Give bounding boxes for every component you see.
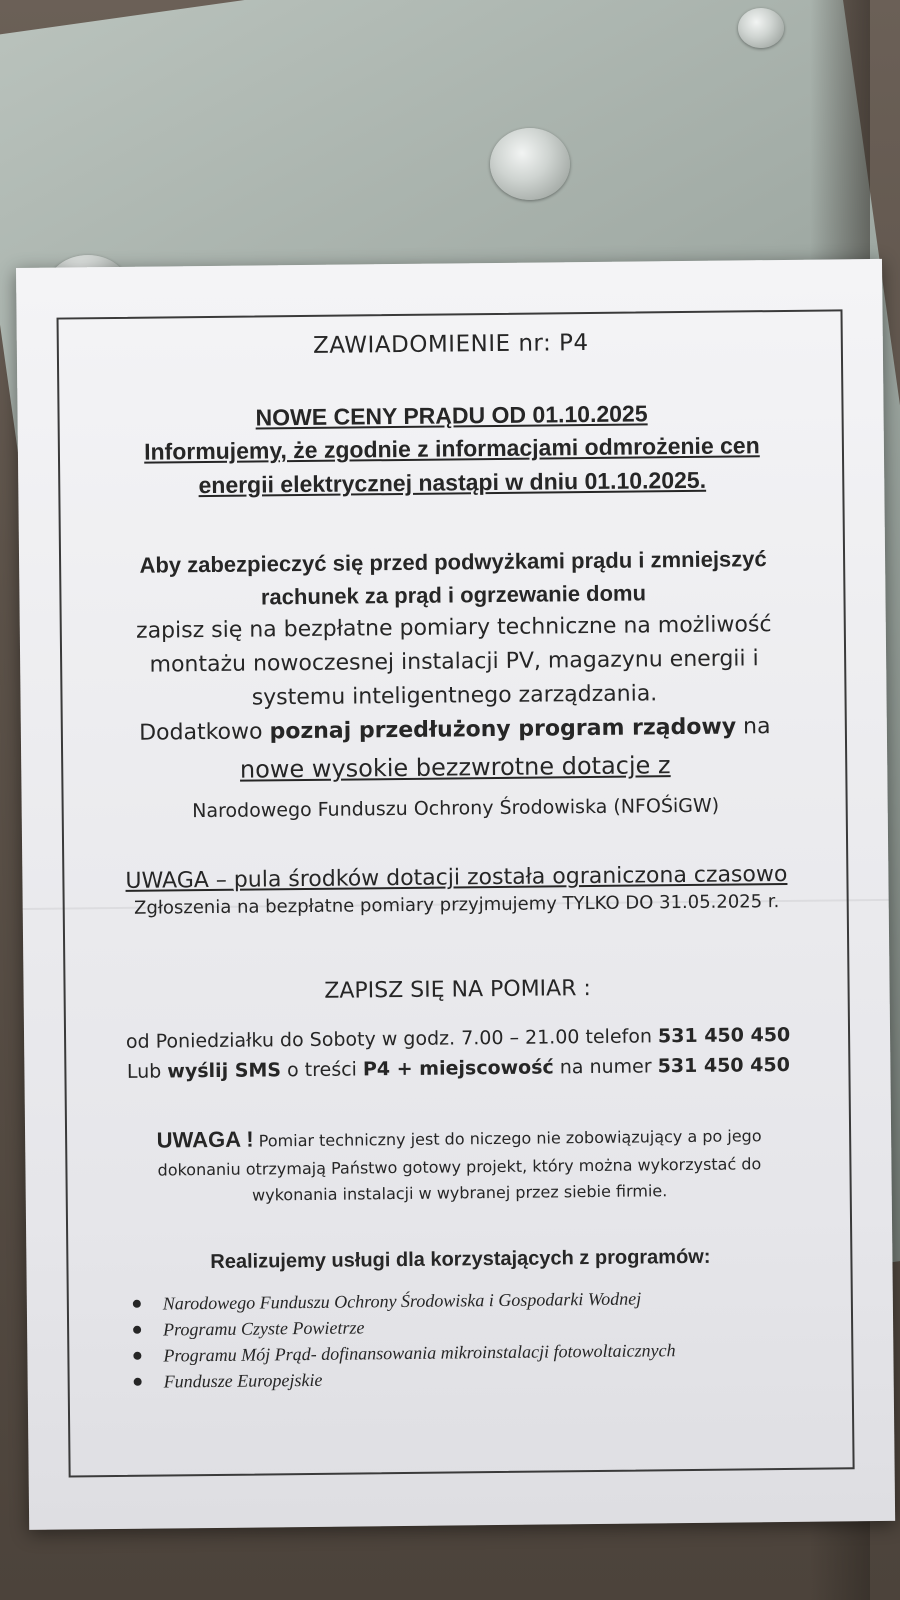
bullet-icon [134,1378,142,1386]
sms-bold: wyślij SMS [167,1059,282,1083]
warning-2-label: UWAGA ! [156,1126,254,1153]
extra-prefix: Dodatkowo [139,719,270,747]
fund-line: Narodowego Funduszu Ochrony Środowiska (NFOŚiGW) [192,795,720,823]
phone-number: 531 450 450 [657,1024,791,1048]
program-label: Narodowego Funduszu Ochrony Środowiska i Gospodarki Wodnej [162,1288,642,1314]
protect-line-1: Aby zabezpieczyć się przed podwyżkami prądu i zmniejszyć [139,546,767,578]
flyer-content [67,321,846,1395]
bullet-icon [133,1299,141,1307]
program-label: Programu Czyste Powietrze [163,1317,365,1340]
warning-2-line-2: dokonaniu otrzymają Państwo gotowy projekt, który można wykorzystać do [157,1154,762,1181]
info-line-2: energii elektrycznej nastąpi w dniu 01.10.2025. [198,466,707,498]
warning-2-line-3: wykonania instalacji w wybranej przez siebie firmie. [252,1181,668,1205]
flyer-paper [16,259,895,1530]
warning-free-measurement [75,1116,844,1210]
signup-heading: ZAPISZ SIĘ NA POMIAR : [324,976,591,1005]
body-line-3: systemu inteligentnego zarządzania. [251,681,658,711]
measurement-paragraph [70,607,839,751]
program-label: Programu Mój Prąd- dofinansowania mikroinstalacji fotowoltaicznych [163,1339,676,1366]
sms-code: P4 + miejscowość [362,1056,554,1081]
extra-bold: poznaj przedłużony program rządowy [269,714,737,745]
program-label: Fundusze Europejskie [163,1369,323,1392]
deadline-line: Zgłoszenia na bezpłatne pomiary przyjmujemy TYLKO DO 31.05.2025 r. [133,891,780,920]
sms-prefix: Lub [126,1060,168,1083]
grants-line: nowe wysokie bezzwrotne dotacje z [239,751,671,785]
body-line-1: zapisz się na bezpłatne pomiary techniczne na możliwość [135,612,772,644]
contact-block [74,1021,843,1088]
programs-heading: Realizujemy usługi dla korzystających z programów: [210,1245,711,1273]
sms-middle: o treści [280,1058,364,1082]
glass-table-bolt [490,128,570,200]
sms-suffix: na numer [553,1055,658,1079]
headline-new-prices: NOWE CENY PRĄDU OD 01.10.2025 [255,400,648,431]
notice-title: ZAWIADOMIENIE nr: P4 [312,330,589,359]
info-line-1: Informujemy, że zgodnie z informacjami odmrożenie cen [144,432,760,466]
bullet-icon [133,1352,141,1360]
protect-paragraph [69,541,838,615]
protect-line-2: rachunek za prąd i ogrzewanie domu [260,580,647,610]
extra-program-line [71,710,839,752]
extra-suffix: na [735,714,771,740]
body-line-2: montażu nowoczesnej instalacji PV, magazynu energii i [149,646,759,678]
warning-limited-funds: UWAGA – pula środków dotacji została ograniczona czasowo [125,862,788,895]
programs-list [77,1283,846,1395]
sms-number: 531 450 450 [657,1053,790,1078]
warning-2-line-1: Pomiar techniczny jest do niczego nie zobowiązujący a po jego [253,1126,762,1151]
bullet-icon [133,1325,141,1333]
table-leg-cap [738,8,784,48]
phone-prefix: od Poniedziałku do Soboty w godz. 7.00 – 21.00 telefon [125,1025,659,1054]
